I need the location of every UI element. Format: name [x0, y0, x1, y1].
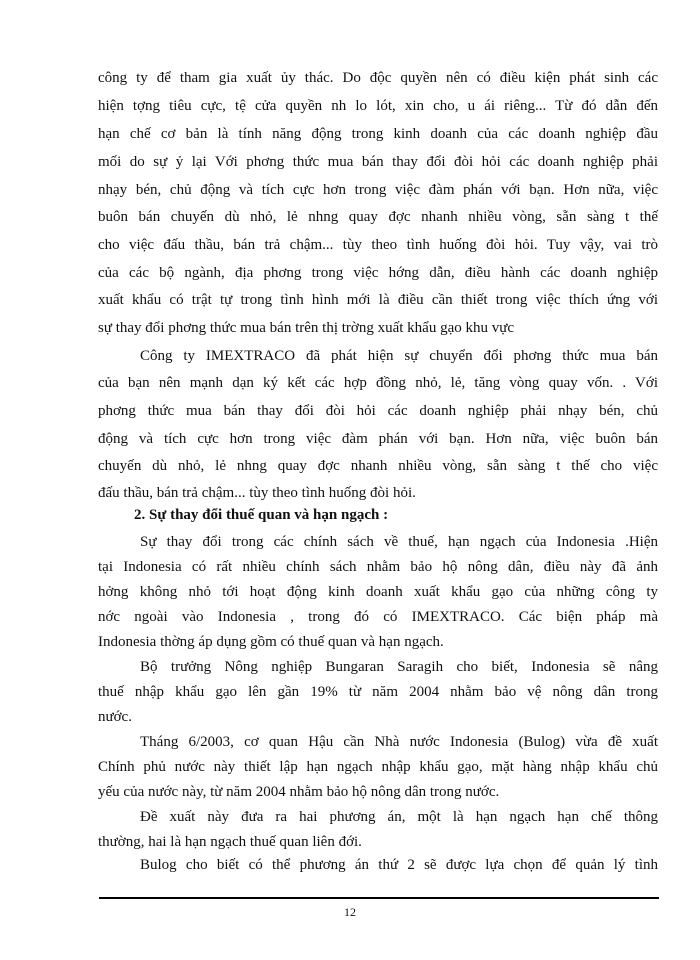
text-line: buôn bán chuyến dù nhỏ, lẻ nhng quay đợc nhanh nhiều vòng, sẵn sàng t thế	[98, 209, 658, 225]
text-line: phơng thức mua bán thay đổi đòi hỏi các doanh nghiệp phải nhạy bén, chủ	[98, 403, 658, 419]
text-line: của các bộ ngành, địa phơng trong việc hớng dẫn, điều hành các doanh nghiệp	[98, 265, 658, 281]
text-line: hiện tợng tiêu cực, tệ cửa quyền nh lo lót, xin cho, u ái riêng... Từ đó dẫn đến	[98, 98, 658, 114]
text-line: đấu thầu, bán trả chậm... tùy theo tình huống đòi hỏi.	[98, 485, 416, 501]
text-line: động và tích cực hơn trong việc đàm phán với bạn. Hơn nữa, việc buôn bán	[98, 431, 658, 447]
text-line: cho việc đấu thầu, bán trả chậm... tùy theo tình huống đòi hỏi. Tuy vậy, vai trò	[98, 237, 658, 253]
text-line: công ty để tham gia xuất ủy thác. Do độc quyền nên có điều kiện phát sinh các	[98, 70, 658, 86]
text-line: Chính phủ nước này thiết lập hạn ngạch nhập khẩu gạo, mặt hàng nhập khẩu chủ	[98, 759, 658, 775]
text-line: thường, hai là hạn ngạch thuế quan liên đới.	[98, 834, 362, 850]
text-line: yếu của nước này, từ năm 2004 nhằm bảo hộ nông dân trong nước.	[98, 784, 500, 800]
text-line: Đề xuất này đưa ra hai phương án, một là hạn ngạch hạn chế thông	[140, 809, 658, 825]
section-heading: 2. Sự thay đổi thuế quan và hạn ngạch :	[134, 507, 389, 523]
text-line: Indonesia thờng áp dụng gồm có thuế quan và hạn ngạch.	[98, 634, 444, 650]
text-line: Tháng 6/2003, cơ quan Hậu cần Nhà nước Indonesia (Bulog) vừa đề xuất	[140, 734, 658, 750]
text-line: xuất khẩu có trật tự trong tình hình mới là điều cần thiết trong việc thích ứng với	[98, 292, 658, 308]
text-line: sự thay đổi phơng thức mua bán trên thị trờng xuất khẩu gạo khu vực	[98, 320, 515, 336]
text-line: hởng không nhỏ tới hoạt động kinh doanh xuất khẩu gạo của những công ty	[98, 584, 658, 600]
text-line: nhạy bén, chủ động và tích cực hơn trong việc đàm phán với bạn. Hơn nữa, việc	[98, 182, 658, 198]
text-line: chuyến dù nhỏ, lẻ nhng quay đợc nhanh nhiều vòng, sẵn sàng t thế cho việc	[98, 458, 658, 474]
text-line: Bulog cho biết có thể phương án thứ 2 sẽ được lựa chọn để quản lý tình	[140, 857, 658, 873]
text-line: Sự thay đổi trong các chính sách về thuế, hạn ngạch của Indonesia .Hiện	[140, 534, 658, 550]
text-line: hạn chế cơ bản là tính năng động trong kinh doanh của các doanh nghiệp đầu	[98, 126, 658, 142]
footer-rule	[99, 897, 659, 899]
text-line: Bộ trưởng Nông nghiệp Bungaran Saragih cho biết, Indonesia sẽ nâng	[140, 659, 658, 675]
text-line: tại Indonesia có rất nhiều chính sách nhằm bảo hộ nông dân, điều này đã ảnh	[98, 559, 658, 575]
page-number: 12	[344, 905, 356, 919]
text-line: nớc ngoài vào Indonesia , trong đó có IMEXTRACO. Các biện pháp mà	[98, 609, 658, 625]
text-line: nước.	[98, 709, 132, 725]
text-line: của bạn nên mạnh dạn ký kết các hợp đồng nhỏ, lẻ, tăng vòng quay vốn. . Với	[98, 375, 658, 391]
text-line: thuế nhập khẩu gạo lên gần 19% từ năm 2004 nhằm bảo vệ nông dân trong	[98, 684, 658, 700]
text-line: mối do sự ỷ lại Với phơng thức mua bán thay đổi đòi hỏi các doanh nghiệp phải	[98, 154, 658, 170]
text-line: Công ty IMEXTRACO đã phát hiện sự chuyển đổi phơng thức mua bán	[140, 348, 658, 364]
